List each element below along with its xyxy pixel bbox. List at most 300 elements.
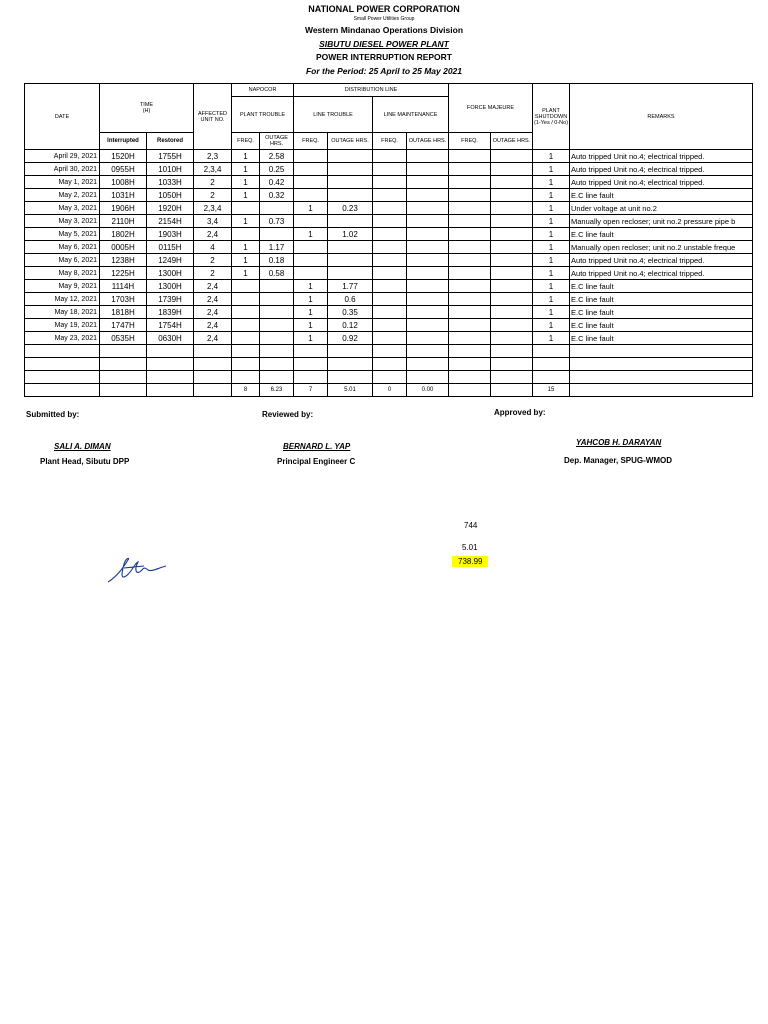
cell-ph bbox=[260, 293, 294, 306]
table-row bbox=[25, 267, 753, 280]
table-row bbox=[25, 202, 753, 215]
cell-res: 1300H bbox=[147, 267, 194, 280]
cell-rm: E.C line fault bbox=[570, 228, 753, 241]
cell-mh bbox=[407, 319, 449, 332]
blank-cell bbox=[449, 358, 491, 371]
cell-pf: 1 bbox=[232, 254, 260, 267]
table-row bbox=[25, 306, 753, 319]
blank-cell bbox=[147, 358, 194, 371]
cell-lf: 1 bbox=[294, 306, 328, 319]
cell-fh bbox=[491, 319, 533, 332]
cell-mh bbox=[407, 176, 449, 189]
cell-unit: 2 bbox=[194, 254, 232, 267]
cell-ph bbox=[260, 332, 294, 345]
cell-sd: 1 bbox=[533, 215, 570, 228]
cell-ff bbox=[449, 189, 491, 202]
cell-lf: 1 bbox=[294, 280, 328, 293]
cell-rm: Auto tripped Unit no.4; electrical tripped. bbox=[570, 176, 753, 189]
cell-fh bbox=[491, 189, 533, 202]
blank-cell bbox=[373, 371, 407, 384]
cell-rm: E.C line fault bbox=[570, 280, 753, 293]
cell-ff bbox=[449, 228, 491, 241]
totals-row bbox=[25, 384, 753, 397]
blank-cell bbox=[232, 345, 260, 358]
cell-fh bbox=[491, 241, 533, 254]
total-empty bbox=[194, 384, 232, 397]
cell-rm: Auto tripped Unit no.4; electrical tripped. bbox=[570, 267, 753, 280]
cell-fh bbox=[491, 332, 533, 345]
cell-int: 1238H bbox=[100, 254, 147, 267]
cell-sd: 1 bbox=[533, 332, 570, 345]
cell-mf bbox=[373, 150, 407, 163]
cell-lh bbox=[328, 267, 373, 280]
col-interrupted: Interrupted bbox=[100, 133, 147, 150]
cell-rm: E.C line fault bbox=[570, 189, 753, 202]
cell-sd: 1 bbox=[533, 163, 570, 176]
blank-cell bbox=[570, 358, 753, 371]
total-empty bbox=[147, 384, 194, 397]
cell-date: April 30, 2021 bbox=[25, 163, 100, 176]
cell-ff bbox=[449, 150, 491, 163]
cell-sd: 1 bbox=[533, 293, 570, 306]
blank-cell bbox=[260, 358, 294, 371]
cell-pf bbox=[232, 293, 260, 306]
cell-unit: 2,4 bbox=[194, 293, 232, 306]
org-title: NATIONAL POWER CORPORATION bbox=[308, 4, 460, 14]
cell-unit: 2,4 bbox=[194, 306, 232, 319]
blank-row bbox=[25, 358, 753, 371]
blank-cell bbox=[533, 345, 570, 358]
cell-rm: E.C line fault bbox=[570, 332, 753, 345]
cell-rm: Auto tripped Unit no.4; electrical tripped. bbox=[570, 163, 753, 176]
cell-unit: 2,4 bbox=[194, 228, 232, 241]
cell-lh bbox=[328, 189, 373, 202]
cell-mh bbox=[407, 254, 449, 267]
cell-ff bbox=[449, 163, 491, 176]
cell-ph: 0.32 bbox=[260, 189, 294, 202]
blank-cell bbox=[491, 345, 533, 358]
calc-net-hours-value: 738.99 bbox=[452, 556, 488, 567]
cell-fh bbox=[491, 306, 533, 319]
cell-lh: 0.92 bbox=[328, 332, 373, 345]
total-lf: 7 bbox=[294, 384, 328, 397]
cell-int: 1114H bbox=[100, 280, 147, 293]
cell-pf bbox=[232, 332, 260, 345]
cell-res: 1010H bbox=[147, 163, 194, 176]
cell-lf bbox=[294, 176, 328, 189]
approved-title: Dep. Manager, SPUG-WMOD bbox=[564, 456, 673, 465]
cell-lh bbox=[328, 163, 373, 176]
cell-ph bbox=[260, 202, 294, 215]
cell-ph: 0.73 bbox=[260, 215, 294, 228]
table-row bbox=[25, 319, 753, 332]
blank-cell bbox=[260, 345, 294, 358]
cell-mh bbox=[407, 163, 449, 176]
blank-cell bbox=[25, 358, 100, 371]
cell-int: 2110H bbox=[100, 215, 147, 228]
cell-fh bbox=[491, 280, 533, 293]
cell-int: 1818H bbox=[100, 306, 147, 319]
cell-fh bbox=[491, 228, 533, 241]
cell-date: May 3, 2021 bbox=[25, 215, 100, 228]
blank-cell bbox=[294, 345, 328, 358]
cell-mf bbox=[373, 189, 407, 202]
cell-int: 1225H bbox=[100, 267, 147, 280]
cell-ph bbox=[260, 228, 294, 241]
total-lh: 5.01 bbox=[328, 384, 373, 397]
blank-cell bbox=[328, 345, 373, 358]
blank-cell bbox=[194, 371, 232, 384]
cell-lh: 0.23 bbox=[328, 202, 373, 215]
interruption-table bbox=[24, 83, 753, 397]
cell-lh: 1.77 bbox=[328, 280, 373, 293]
col-plant-freq: FREQ. bbox=[232, 133, 260, 150]
cell-mf bbox=[373, 176, 407, 189]
cell-date: May 23, 2021 bbox=[25, 332, 100, 345]
total-empty bbox=[491, 384, 533, 397]
cell-mf bbox=[373, 254, 407, 267]
cell-date: May 6, 2021 bbox=[25, 241, 100, 254]
cell-lh bbox=[328, 254, 373, 267]
cell-date: May 12, 2021 bbox=[25, 293, 100, 306]
total-empty bbox=[25, 384, 100, 397]
cell-lf: 1 bbox=[294, 332, 328, 345]
cell-mf bbox=[373, 228, 407, 241]
col-line-maintenance: LINE MAINTENANCE bbox=[373, 97, 449, 133]
calc-net-hours bbox=[452, 557, 488, 566]
division-title: Western Mindanao Operations Division bbox=[304, 25, 464, 35]
cell-fh bbox=[491, 150, 533, 163]
col-maint-freq: FREQ. bbox=[373, 133, 407, 150]
col-affected: AFFECTED UNIT NO. bbox=[194, 84, 232, 150]
cell-date: May 6, 2021 bbox=[25, 254, 100, 267]
cell-fh bbox=[491, 215, 533, 228]
cell-res: 1050H bbox=[147, 189, 194, 202]
cell-sd: 1 bbox=[533, 241, 570, 254]
reviewed-name: BERNARD L. YAP bbox=[283, 442, 351, 451]
col-time-label: TIME bbox=[139, 102, 154, 108]
blank-cell bbox=[194, 345, 232, 358]
table-row bbox=[25, 163, 753, 176]
cell-ph bbox=[260, 280, 294, 293]
cell-date: May 2, 2021 bbox=[25, 189, 100, 202]
col-distribution: DISTRIBUTION LINE bbox=[294, 84, 449, 97]
cell-res: 1920H bbox=[147, 202, 194, 215]
blank-cell bbox=[25, 345, 100, 358]
blank-row bbox=[25, 345, 753, 358]
cell-ff bbox=[449, 202, 491, 215]
blank-cell bbox=[100, 371, 147, 384]
cell-ph bbox=[260, 306, 294, 319]
cell-lf: 1 bbox=[294, 319, 328, 332]
cell-int: 1906H bbox=[100, 202, 147, 215]
cell-date: May 3, 2021 bbox=[25, 202, 100, 215]
cell-ff bbox=[449, 293, 491, 306]
cell-mh bbox=[407, 202, 449, 215]
cell-res: 1300H bbox=[147, 280, 194, 293]
cell-pf: 1 bbox=[232, 176, 260, 189]
col-date: DATE bbox=[25, 84, 100, 150]
cell-mh bbox=[407, 267, 449, 280]
cell-lf bbox=[294, 189, 328, 202]
cell-lf bbox=[294, 241, 328, 254]
cell-date: May 9, 2021 bbox=[25, 280, 100, 293]
cell-lh: 0.35 bbox=[328, 306, 373, 319]
blank-cell bbox=[100, 345, 147, 358]
cell-mf bbox=[373, 319, 407, 332]
cell-lf bbox=[294, 163, 328, 176]
cell-lf: 1 bbox=[294, 293, 328, 306]
table-row bbox=[25, 254, 753, 267]
cell-int: 1008H bbox=[100, 176, 147, 189]
col-time-unit: (H) bbox=[142, 108, 151, 114]
blank-cell bbox=[570, 371, 753, 384]
table-row bbox=[25, 189, 753, 202]
cell-unit: 3,4 bbox=[194, 215, 232, 228]
cell-fh bbox=[491, 267, 533, 280]
cell-int: 1747H bbox=[100, 319, 147, 332]
blank-cell bbox=[147, 371, 194, 384]
total-empty bbox=[449, 384, 491, 397]
cell-int: 1703H bbox=[100, 293, 147, 306]
cell-sd: 1 bbox=[533, 150, 570, 163]
cell-ff bbox=[449, 332, 491, 345]
col-time bbox=[100, 84, 194, 133]
blank-cell bbox=[491, 358, 533, 371]
cell-mf bbox=[373, 332, 407, 345]
cell-ph: 1.17 bbox=[260, 241, 294, 254]
calc-outage-hours: 5.01 bbox=[462, 543, 478, 552]
cell-ff bbox=[449, 267, 491, 280]
cell-mf bbox=[373, 202, 407, 215]
cell-mh bbox=[407, 228, 449, 241]
cell-rm: Auto tripped Unit no.4; electrical tripped. bbox=[570, 254, 753, 267]
cell-unit: 2 bbox=[194, 267, 232, 280]
cell-sd: 1 bbox=[533, 280, 570, 293]
cell-mf bbox=[373, 280, 407, 293]
cell-mh bbox=[407, 293, 449, 306]
cell-rm: E.C line fault bbox=[570, 293, 753, 306]
col-remarks: REMARKS bbox=[570, 84, 753, 150]
cell-int: 1520H bbox=[100, 150, 147, 163]
cell-mh bbox=[407, 215, 449, 228]
group-subtitle: Small Power Utilities Group bbox=[353, 16, 415, 22]
cell-pf bbox=[232, 280, 260, 293]
blank-cell bbox=[100, 358, 147, 371]
submitted-name: SALI A. DIMAN bbox=[54, 442, 111, 451]
cell-rm: Manually open recloser; unit no.2 unstable freque bbox=[570, 241, 753, 254]
cell-unit: 2 bbox=[194, 176, 232, 189]
cell-mf bbox=[373, 215, 407, 228]
cell-unit: 2,4 bbox=[194, 280, 232, 293]
cell-lf bbox=[294, 150, 328, 163]
cell-pf bbox=[232, 319, 260, 332]
blank-cell bbox=[294, 371, 328, 384]
col-plant-trouble: PLANT TROUBLE bbox=[232, 97, 294, 133]
cell-int: 1031H bbox=[100, 189, 147, 202]
col-line-freq: FREQ. bbox=[294, 133, 328, 150]
cell-sd: 1 bbox=[533, 254, 570, 267]
table-row bbox=[25, 176, 753, 189]
cell-res: 1755H bbox=[147, 150, 194, 163]
table-row bbox=[25, 150, 753, 163]
cell-lf bbox=[294, 267, 328, 280]
cell-pf: 1 bbox=[232, 267, 260, 280]
reviewed-title: Principal Engineer C bbox=[277, 457, 356, 466]
cell-mh bbox=[407, 189, 449, 202]
cell-int: 0955H bbox=[100, 163, 147, 176]
cell-mf bbox=[373, 306, 407, 319]
total-ph: 6.23 bbox=[260, 384, 294, 397]
blank-cell bbox=[25, 371, 100, 384]
cell-sd: 1 bbox=[533, 228, 570, 241]
cell-res: 1903H bbox=[147, 228, 194, 241]
cell-date: May 1, 2021 bbox=[25, 176, 100, 189]
blank-cell bbox=[449, 371, 491, 384]
blank-cell bbox=[328, 371, 373, 384]
cell-ph: 0.42 bbox=[260, 176, 294, 189]
cell-date: April 29, 2021 bbox=[25, 150, 100, 163]
col-line-outage: OUTAGE HRS. bbox=[328, 133, 373, 150]
cell-lh bbox=[328, 215, 373, 228]
col-force-majeure: FORCE MAJEURE bbox=[449, 84, 533, 133]
approved-name: YAHCOB H. DARAYAN bbox=[576, 438, 662, 447]
cell-ph: 0.18 bbox=[260, 254, 294, 267]
calc-total-hours: 744 bbox=[464, 521, 478, 530]
blank-cell bbox=[373, 345, 407, 358]
table-row bbox=[25, 228, 753, 241]
col-maint-outage: OUTAGE HRS. bbox=[407, 133, 449, 150]
col-restored: Restored bbox=[147, 133, 194, 150]
cell-sd: 1 bbox=[533, 202, 570, 215]
cell-unit: 2,4 bbox=[194, 332, 232, 345]
cell-ph: 0.58 bbox=[260, 267, 294, 280]
total-mh: 0.00 bbox=[407, 384, 449, 397]
cell-ph bbox=[260, 319, 294, 332]
cell-mh bbox=[407, 332, 449, 345]
blank-cell bbox=[232, 371, 260, 384]
table-row bbox=[25, 280, 753, 293]
cell-rm: E.C line fault bbox=[570, 306, 753, 319]
cell-mf bbox=[373, 293, 407, 306]
cell-ph: 2.58 bbox=[260, 150, 294, 163]
cell-unit: 4 bbox=[194, 241, 232, 254]
blank-cell bbox=[194, 358, 232, 371]
cell-int: 0005H bbox=[100, 241, 147, 254]
blank-cell bbox=[491, 371, 533, 384]
cell-ff bbox=[449, 254, 491, 267]
cell-fh bbox=[491, 293, 533, 306]
blank-row bbox=[25, 371, 753, 384]
blank-cell bbox=[328, 358, 373, 371]
cell-lh: 0.12 bbox=[328, 319, 373, 332]
cell-sd: 1 bbox=[533, 267, 570, 280]
cell-sd: 1 bbox=[533, 189, 570, 202]
cell-lh: 1.02 bbox=[328, 228, 373, 241]
cell-unit: 2,3,4 bbox=[194, 202, 232, 215]
cell-lh bbox=[328, 241, 373, 254]
cell-lh bbox=[328, 176, 373, 189]
col-shutdown: PLANT SHUTDOWN (1-Yes / 0-No) bbox=[533, 84, 570, 150]
cell-pf: 1 bbox=[232, 163, 260, 176]
cell-pf bbox=[232, 306, 260, 319]
cell-pf: 1 bbox=[232, 150, 260, 163]
signature-mark bbox=[104, 554, 174, 586]
cell-pf: 1 bbox=[232, 241, 260, 254]
cell-rm: Under voltage at unit no.2 bbox=[570, 202, 753, 215]
cell-fh bbox=[491, 202, 533, 215]
cell-int: 0535H bbox=[100, 332, 147, 345]
cell-int: 1802H bbox=[100, 228, 147, 241]
blank-cell bbox=[147, 345, 194, 358]
cell-res: 1754H bbox=[147, 319, 194, 332]
cell-res: 1249H bbox=[147, 254, 194, 267]
cell-date: May 8, 2021 bbox=[25, 267, 100, 280]
cell-rm: E.C line fault bbox=[570, 319, 753, 332]
blank-cell bbox=[373, 358, 407, 371]
cell-mh bbox=[407, 280, 449, 293]
total-mf: 0 bbox=[373, 384, 407, 397]
cell-rm: Manually open recloser; unit no.2 pressure pipe b bbox=[570, 215, 753, 228]
cell-ff bbox=[449, 319, 491, 332]
cell-unit: 2,3 bbox=[194, 150, 232, 163]
cell-mh bbox=[407, 306, 449, 319]
cell-ff bbox=[449, 215, 491, 228]
blank-cell bbox=[407, 345, 449, 358]
cell-fh bbox=[491, 176, 533, 189]
submitted-title: Plant Head, Sibutu DPP bbox=[40, 457, 130, 466]
cell-lh bbox=[328, 150, 373, 163]
plant-title: SIBUTU DIESEL POWER PLANT bbox=[319, 39, 449, 49]
cell-sd: 1 bbox=[533, 306, 570, 319]
col-fm-outage: OUTAGE HRS. bbox=[491, 133, 533, 150]
table-row bbox=[25, 332, 753, 345]
cell-pf: 1 bbox=[232, 189, 260, 202]
cell-lf bbox=[294, 254, 328, 267]
cell-ff bbox=[449, 241, 491, 254]
cell-mf bbox=[373, 241, 407, 254]
cell-date: May 5, 2021 bbox=[25, 228, 100, 241]
col-plant-outage: OUTAGE HRS. bbox=[260, 133, 294, 150]
cell-res: 2154H bbox=[147, 215, 194, 228]
approved-label: Approved by: bbox=[494, 408, 546, 417]
cell-rm: Auto tripped Unit no.4; electrical tripped. bbox=[570, 150, 753, 163]
blank-cell bbox=[407, 358, 449, 371]
reviewed-label: Reviewed by: bbox=[262, 410, 314, 419]
cell-sd: 1 bbox=[533, 319, 570, 332]
blank-cell bbox=[260, 371, 294, 384]
total-empty bbox=[100, 384, 147, 397]
cell-pf: 1 bbox=[232, 215, 260, 228]
blank-cell bbox=[294, 358, 328, 371]
cell-lf: 1 bbox=[294, 228, 328, 241]
table-row bbox=[25, 293, 753, 306]
cell-ff bbox=[449, 306, 491, 319]
submitted-label: Submitted by: bbox=[26, 410, 80, 419]
cell-fh bbox=[491, 163, 533, 176]
blank-cell bbox=[570, 345, 753, 358]
cell-mf bbox=[373, 163, 407, 176]
blank-cell bbox=[407, 371, 449, 384]
cell-unit: 2,3,4 bbox=[194, 163, 232, 176]
cell-date: May 18, 2021 bbox=[25, 306, 100, 319]
cell-unit: 2 bbox=[194, 189, 232, 202]
cell-date: May 19, 2021 bbox=[25, 319, 100, 332]
cell-mh bbox=[407, 150, 449, 163]
col-line-trouble: LINE TROUBLE bbox=[294, 97, 373, 133]
total-pf: 8 bbox=[232, 384, 260, 397]
cell-res: 0115H bbox=[147, 241, 194, 254]
